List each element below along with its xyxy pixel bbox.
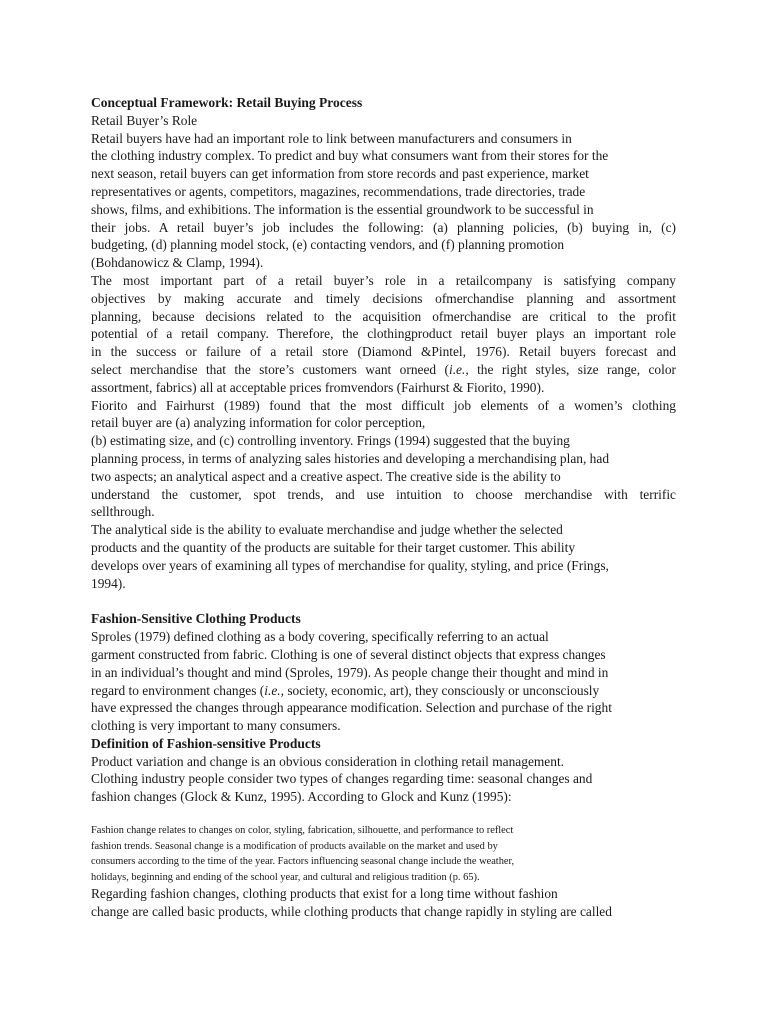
paragraph-product-variation	[91, 753, 676, 806]
text-line: garment constructed from fabric. Clothing is one of several distinct objects that express changes	[91, 646, 606, 662]
text-segment: regard to environment changes (	[91, 682, 265, 698]
section-spacer	[91, 592, 676, 610]
text-line: 1994).	[91, 575, 126, 591]
text-line: develops over years of examining all types of merchandise for quality, styling, and price (Frings,	[91, 557, 609, 573]
quote-line: fashion trends. Seasonal change is a modification of products available on the market and used by	[91, 840, 498, 852]
text-line: Retail buyers have had an important role to link between manufacturers and consumers in	[91, 130, 572, 146]
quote-line: holidays, beginning and ending of the school year, and cultural and religious tradition (p. 65).	[91, 871, 480, 883]
text-line: (b) estimating size, and (c) controlling inventory. Frings (1994) suggested that the buying	[91, 433, 570, 449]
text-line: change are called basic products, while clothing products that change rapidly in styling are called	[91, 904, 612, 920]
text-line: in the success or failure of a retail store (Diamond &Pintel, 1976). Retail buyers forecast and	[91, 344, 676, 360]
text-line: Product variation and change is an obvious consideration in clothing retail management.	[91, 753, 565, 769]
paragraph-fiorito-fairhurst	[91, 397, 676, 522]
italic-abbreviation: i.e.,	[448, 361, 469, 377]
text-line: their jobs. A retail buyer’s job includes the following: (a) planning policies, (b) buying in, (c)	[91, 219, 676, 235]
text-line: next season, retail buyers can get information from store records and past experience, market	[91, 166, 589, 182]
section-heading-conceptual-framework: Conceptual Framework: Retail Buying Process	[91, 95, 363, 110]
text-line: clothing is very important to many consumers.	[91, 718, 341, 734]
text-line: retail buyer are (a) analyzing information for color perception,	[91, 415, 426, 431]
text-line: two aspects; an analytical aspect and a creative aspect. The creative side is the ability to	[91, 468, 561, 484]
text-line	[91, 361, 676, 379]
block-quote-glock-kunz	[91, 823, 676, 885]
quote-line: Fashion change relates to changes on color, styling, fabrication, silhouette, and performance to reflect	[91, 825, 514, 837]
text-line: planning, because decisions related to the acquisition ofmerchandise are critical to the profit	[91, 308, 676, 324]
text-line: representatives or agents, competitors, magazines, recommendations, trade directories, trade	[91, 183, 586, 199]
document-page	[91, 94, 676, 921]
text-line: shows, films, and exhibitions. The information is the essential groundwork to be successful in	[91, 201, 594, 217]
paragraph-fashion-changes	[91, 885, 676, 921]
text-line: fashion changes (Glock & Kunz, 1995). According to Glock and Kunz (1995):	[91, 789, 512, 805]
text-line: Sproles (1979) defined clothing as a body covering, specifically referring to an actual	[91, 629, 549, 645]
paragraph-retail-buyers-intro	[91, 130, 676, 272]
text-line: products and the quantity of the products are suitable for their target customer. This ability	[91, 539, 576, 555]
text-line: sellthrough.	[91, 504, 155, 520]
text-line: in an individual’s thought and mind (Sproles, 1979). As people change their thought and mind in	[91, 664, 609, 680]
quote-line: consumers according to the time of the year. Factors influencing seasonal change include the weather,	[91, 856, 515, 868]
text-line: (Bohdanowicz & Clamp, 1994).	[91, 255, 264, 271]
paragraph-buyer-role-importance	[91, 272, 676, 397]
text-line: have expressed the changes through appearance modification. Selection and purchase of the right	[91, 700, 612, 716]
text-line: potential of a retail company. Therefore, the clothingproduct retail buyer plays an important role	[91, 326, 676, 342]
section-heading-fashion-sensitive: Fashion-Sensitive Clothing Products	[91, 611, 301, 627]
subheading-retail-buyers-role: Retail Buyer’s Role	[91, 112, 198, 128]
text-line: objectives by making accurate and timely decisions ofmerchandise planning and assortment	[91, 290, 676, 306]
text-line: assortment, fabrics) all at acceptable prices fromvendors (Fairhurst & Fiorito, 1990).	[91, 379, 545, 395]
text-segment: society, economic, art), they consciously or unconsciously	[284, 682, 600, 698]
paragraph-sproles-definition	[91, 628, 676, 735]
text-line: The most important part of a retail buyer’s role in a retailcompany is satisfying company	[91, 272, 676, 288]
text-line: budgeting, (d) planning model stock, (e) contacting vendors, and (f) planning promotion	[91, 237, 565, 253]
text-segment: select merchandise that the store’s customers want orneed (	[91, 361, 449, 377]
paragraph-analytical-side	[91, 521, 676, 592]
text-segment: the right styles, size range, color	[468, 361, 676, 377]
section-heading-definition: Definition of Fashion-sensitive Products	[91, 735, 321, 751]
text-line: Regarding fashion changes, clothing products that exist for a long time without fashion	[91, 886, 558, 902]
text-line: Fiorito and Fairhurst (1989) found that the most difficult job elements of a women’s clothing	[91, 397, 676, 413]
text-line	[91, 682, 676, 700]
text-line: Clothing industry people consider two types of changes regarding time: seasonal changes and	[91, 771, 593, 787]
text-line: planning process, in terms of analyzing sales histories and developing a merchandising plan, had	[91, 450, 610, 466]
text-line: understand the customer, spot trends, and use intuition to choose merchandise with terrific	[91, 486, 676, 502]
italic-abbreviation: i.e.,	[264, 682, 284, 698]
text-line: The analytical side is the ability to evaluate merchandise and judge whether the selected	[91, 522, 563, 538]
text-line: the clothing industry complex. To predict and buy what consumers want from their stores for the	[91, 148, 609, 164]
